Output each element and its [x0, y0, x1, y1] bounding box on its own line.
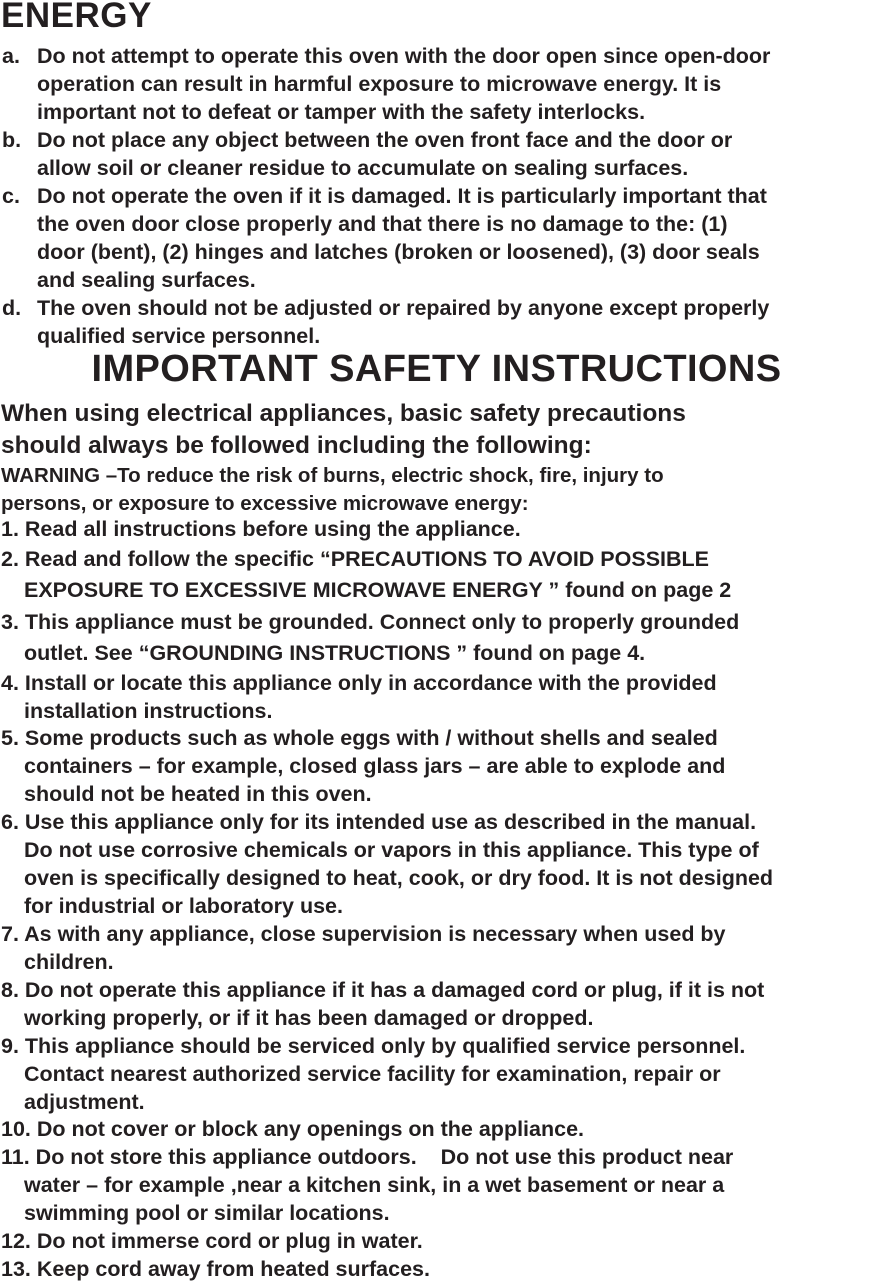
instruction-continuation-line: swimming pool or similar locations. — [24, 1201, 390, 1225]
energy-item-line: Do not operate the oven if it is damaged. It is particularly important that — [37, 184, 767, 208]
instruction-continuation-line: Contact nearest authorized service facility for examination, repair or — [24, 1062, 721, 1086]
instruction-continuation-line: outlet. See “GROUNDING INSTRUCTIONS ” found on page 4. — [24, 641, 646, 665]
instruction-first-line: 5. Some products such as whole eggs with / without shells and sealed — [1, 726, 718, 750]
instruction-first-line: 12. Do not immerse cord or plug in water. — [1, 1229, 423, 1253]
instruction-continuation-line: oven is specifically designed to heat, cook, or dry food. It is not designed — [24, 866, 774, 890]
warning-paragraph — [1, 462, 664, 518]
energy-item-line: the oven door close properly and that there is no damage to the: (1) — [37, 212, 728, 236]
intro-paragraph — [1, 398, 686, 462]
energy-item-letter: c. — [2, 184, 20, 208]
energy-item-letter: b. — [2, 128, 22, 152]
energy-item-line: Do not place any object between the oven front face and the door or — [37, 128, 733, 152]
energy-item-letter: d. — [2, 296, 22, 320]
instruction-continuation-line: installation instructions. — [24, 699, 273, 723]
instruction-first-line: 9. This appliance should be serviced only by qualified service personnel. — [1, 1034, 746, 1058]
instruction-continuation-line: EXPOSURE TO EXCESSIVE MICROWAVE ENERGY ” found on page 2 — [24, 578, 732, 602]
energy-item-letter: a. — [2, 44, 20, 68]
energy-item-line: The oven should not be adjusted or repaired by anyone except properly — [37, 296, 770, 320]
instruction-first-line: 10. Do not cover or block any openings on the appliance. — [1, 1117, 584, 1141]
energy-item-line: Do not attempt to operate this oven with the door open since open-door — [37, 44, 771, 68]
instruction-first-line: 3. This appliance must be grounded. Connect only to properly grounded — [1, 610, 740, 634]
intro-line: When using electrical appliances, basic safety precautions — [1, 400, 686, 427]
instruction-continuation-line: for industrial or laboratory use. — [24, 894, 343, 918]
instruction-first-line: 11. Do not store this appliance outdoors. Do not use this product near — [1, 1145, 734, 1169]
instruction-continuation-line: water – for example ,near a kitchen sink, in a wet basement or near a — [24, 1173, 725, 1197]
instruction-first-line: 6. Use this appliance only for its intended use as described in the manual. — [1, 810, 757, 834]
instruction-continuation-line: children. — [24, 950, 114, 974]
instruction-first-line: 2. Read and follow the specific “PRECAUTIONS TO AVOID POSSIBLE — [1, 547, 710, 571]
energy-item-line: and sealing surfaces. — [37, 268, 256, 292]
instruction-continuation-line: should not be heated in this oven. — [24, 782, 372, 806]
instruction-first-line: 8. Do not operate this appliance if it has a damaged cord or plug, if it is not — [1, 978, 765, 1002]
safety-title: IMPORTANT SAFETY INSTRUCTIONS — [91, 348, 782, 390]
energy-heading: ENERGY — [1, 0, 152, 35]
instruction-continuation-line: working properly, or if it has been damaged or dropped. — [24, 1006, 594, 1030]
warning-line: WARNING –To reduce the risk of burns, electric shock, fire, injury to — [1, 464, 664, 487]
instruction-continuation-line: Do not use corrosive chemicals or vapors in this appliance. This type of — [24, 838, 759, 862]
intro-line: should always be followed including the following: — [1, 432, 592, 459]
warning-line: persons, or exposure to excessive microwave energy: — [1, 492, 529, 515]
instruction-first-line: 4. Install or locate this appliance only in accordance with the provided — [1, 671, 717, 695]
energy-item-line: door (bent), (2) hinges and latches (broken or loosened), (3) door seals — [37, 240, 760, 264]
instruction-continuation-line: adjustment. — [24, 1090, 145, 1114]
energy-item-line: important not to defeat or tamper with the safety interlocks. — [37, 100, 646, 124]
instruction-first-line: 1. Read all instructions before using the appliance. — [1, 517, 521, 541]
instruction-first-line: 13. Keep cord away from heated surfaces. — [1, 1257, 430, 1281]
instruction-first-line: 7. As with any appliance, close supervision is necessary when used by — [1, 922, 726, 946]
energy-item-line: operation can result in harmful exposure to microwave energy. It is — [37, 72, 722, 96]
energy-item-line: allow soil or cleaner residue to accumulate on sealing surfaces. — [37, 156, 689, 180]
instruction-continuation-line: containers – for example, closed glass jars – are able to explode and — [24, 754, 726, 778]
energy-item-line: qualified service personnel. — [37, 324, 321, 348]
